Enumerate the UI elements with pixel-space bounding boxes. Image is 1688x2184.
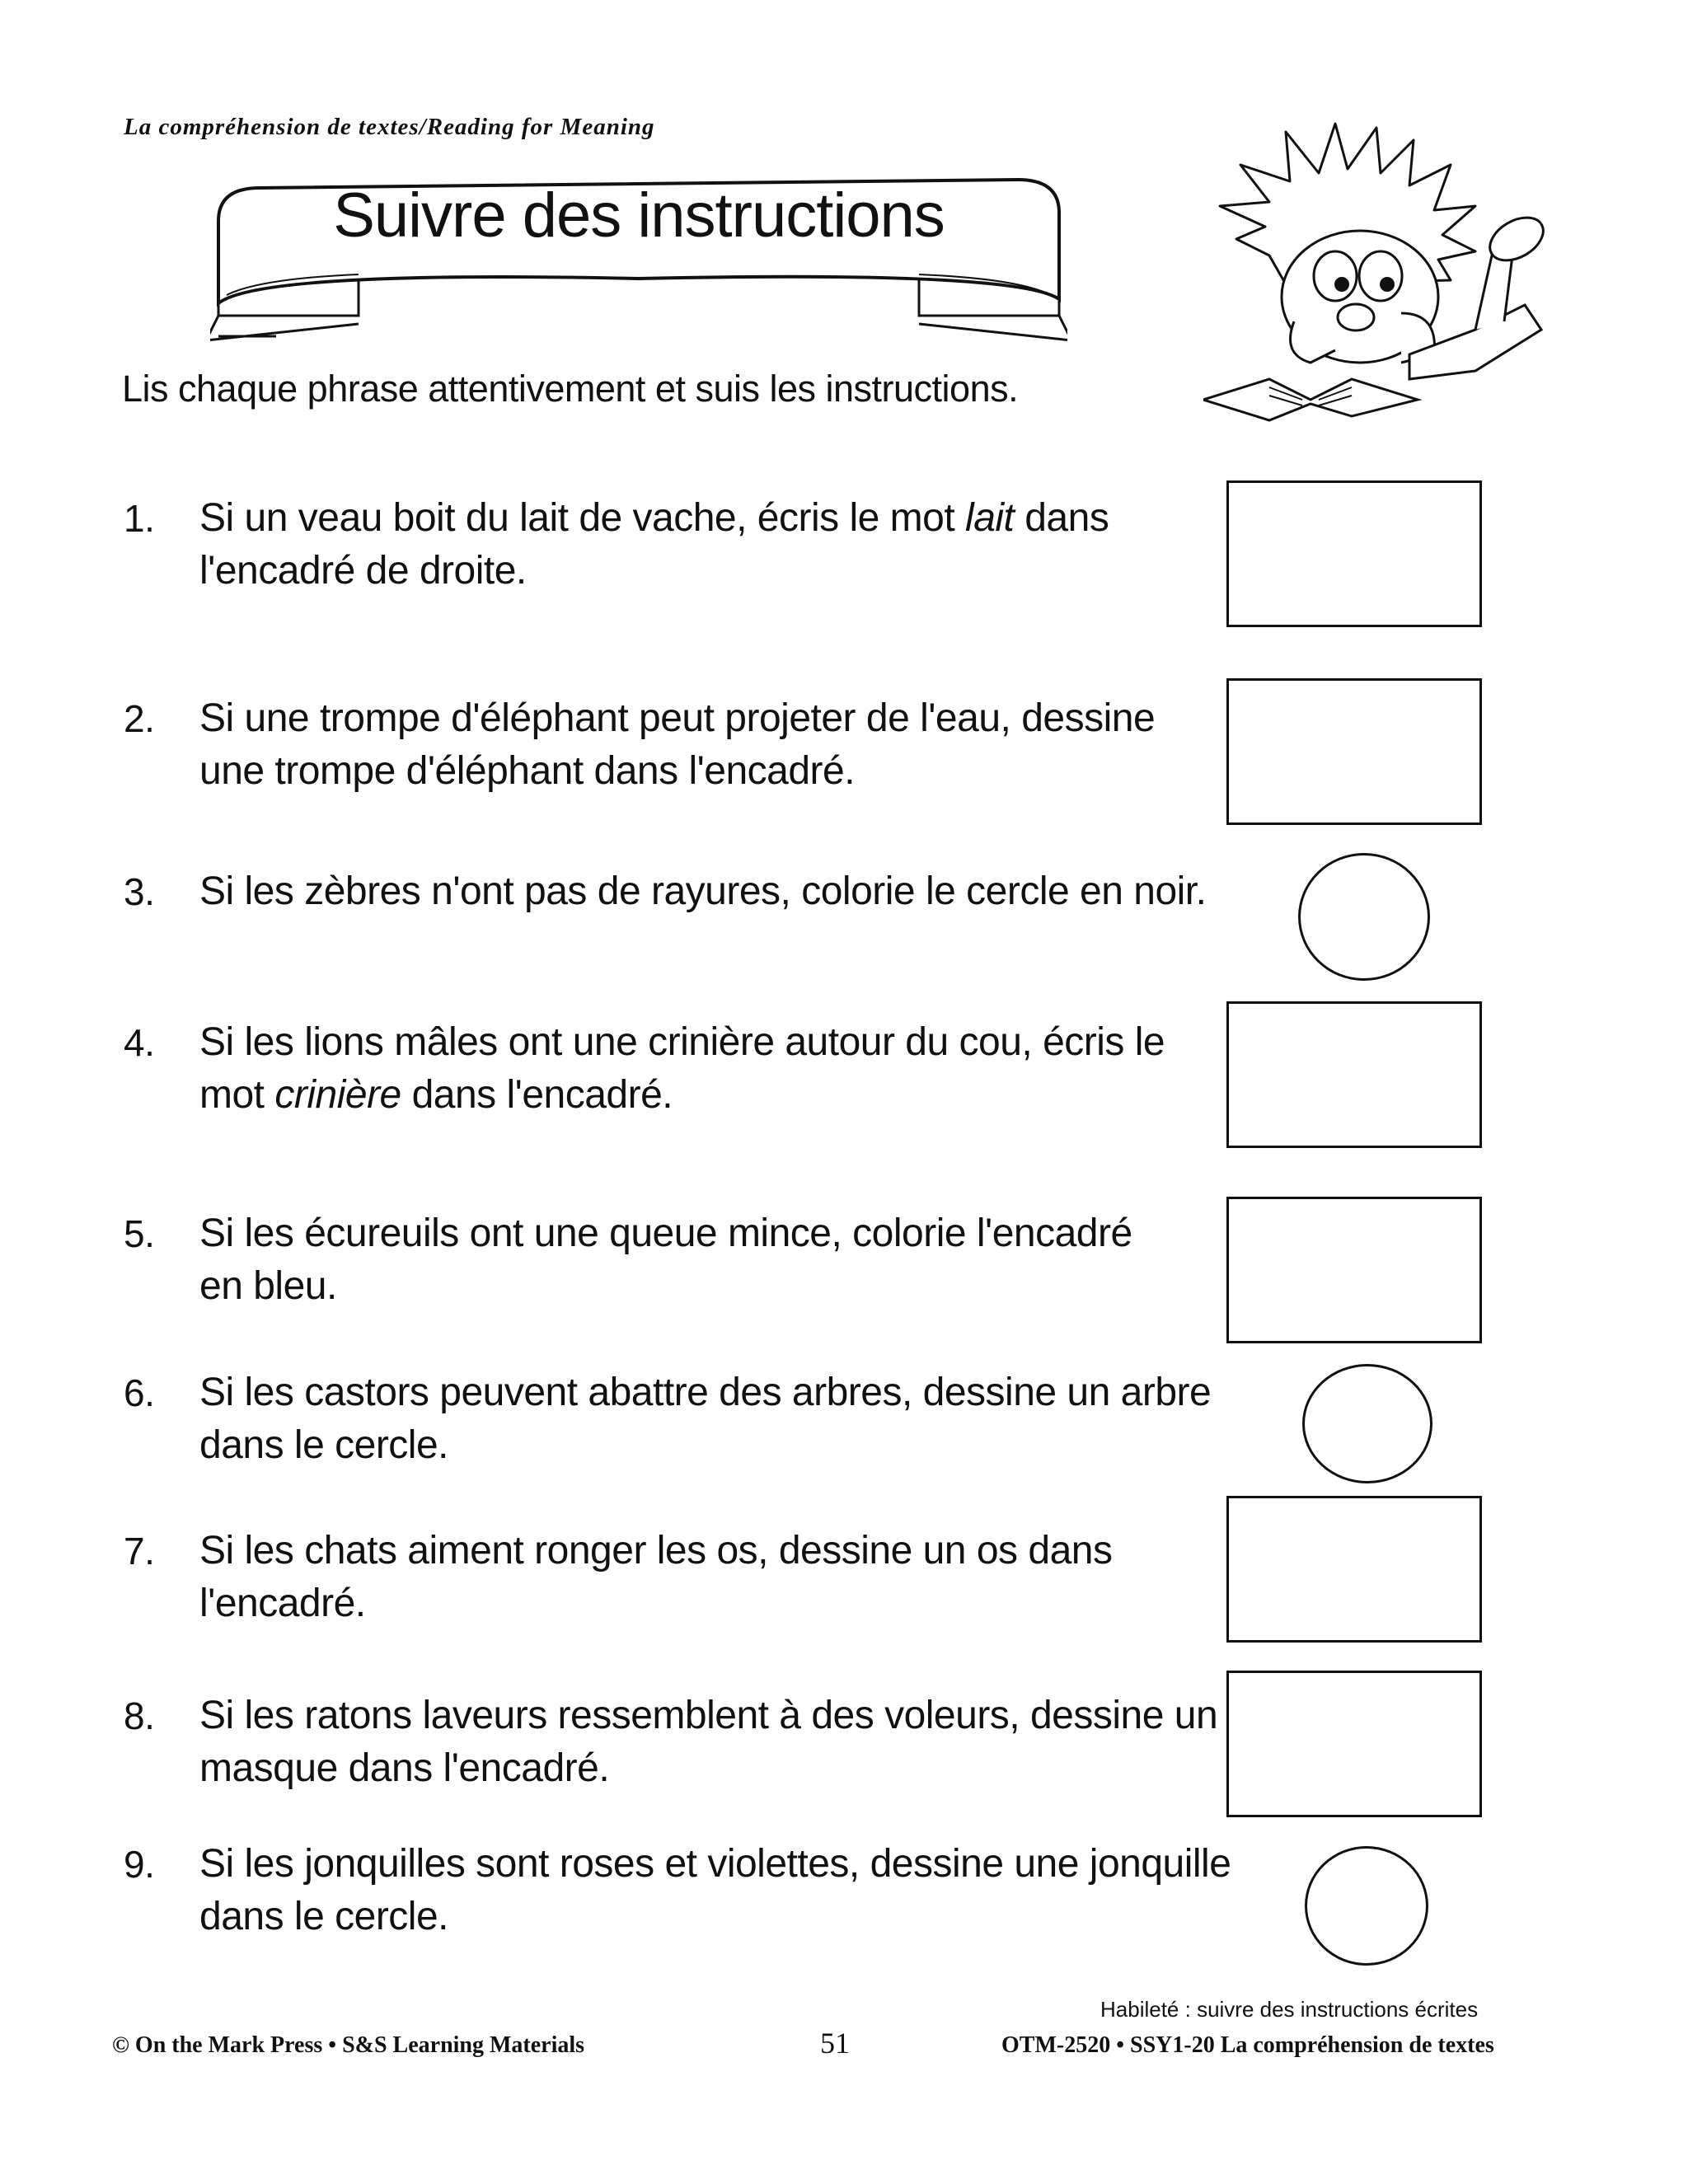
page-title: Suivre des instructions <box>333 180 945 251</box>
answer-circle-6[interactable] <box>1302 1364 1432 1483</box>
instruction-lead: Lis <box>122 368 169 410</box>
item-text: Si un veau boit du lait de vache, écris le mot lait dans l'encadré de droite. <box>199 496 1109 593</box>
answer-circle-3[interactable] <box>1298 853 1430 981</box>
answer-circle-9[interactable] <box>1305 1846 1428 1966</box>
item-number: 4. <box>124 1021 155 1064</box>
item-number: 1. <box>124 497 155 540</box>
item-number: 8. <box>124 1694 155 1737</box>
product-code: OTM-2520 • SSY1-20 La compréhension de textes <box>1001 2032 1494 2058</box>
item-number: 5. <box>124 1212 155 1255</box>
skill-note: Habileté : suivre des instructions écrites <box>1100 1997 1479 2022</box>
answer-box-1[interactable] <box>1226 480 1482 627</box>
item-number: 9. <box>124 1843 155 1886</box>
item-text: Si les écureuils ont une queue mince, colorie l'encadré en bleu. <box>199 1212 1132 1308</box>
instruction-rest: chaque phrase attentivement et suis les instructions. <box>168 368 1019 410</box>
item-text: Si les jonquilles sont roses et violettes, dessine une jonquille dans le cercle. <box>199 1842 1231 1938</box>
item-text: Si les zèbres n'ont pas de rayures, colorie le cercle en noir. <box>199 869 1207 913</box>
item-text: Si les castors peuvent abattre des arbres, dessine un arbre dans le cercle. <box>199 1371 1212 1467</box>
item-number: 7. <box>124 1530 155 1572</box>
item-text: Si les chats aiment ronger les os, dessine un os dans l'encadré. <box>199 1529 1113 1625</box>
answer-box-5[interactable] <box>1226 1197 1482 1343</box>
answer-box-7[interactable] <box>1226 1496 1482 1643</box>
item-text: Si une trompe d'éléphant peut projeter de l'eau, dessine une trompe d'éléphant dans l'encadré. <box>199 696 1156 793</box>
page-number: 51 <box>820 2027 850 2060</box>
instruction-text <box>122 368 1018 410</box>
answer-box-4[interactable] <box>1226 1001 1482 1148</box>
answer-box-8[interactable] <box>1226 1671 1482 1817</box>
item-text: Si les lions mâles ont une crinière autour du cou, écris le mot crinière dans l'encadré. <box>199 1020 1165 1117</box>
item-text: Si les ratons laveurs ressemblent à des voleurs, dessine un masque dans l'encadré. <box>199 1694 1218 1790</box>
mascot-illustration <box>1203 115 1550 429</box>
answer-box-2[interactable] <box>1226 678 1482 825</box>
item-number: 6. <box>124 1371 155 1414</box>
item-number: 3. <box>124 870 155 913</box>
item-number: 2. <box>124 697 155 740</box>
copyright: © On the Mark Press • S&S Learning Materials <box>112 2032 585 2058</box>
series-title: La compréhension de textes/Reading for Meaning <box>124 114 655 140</box>
